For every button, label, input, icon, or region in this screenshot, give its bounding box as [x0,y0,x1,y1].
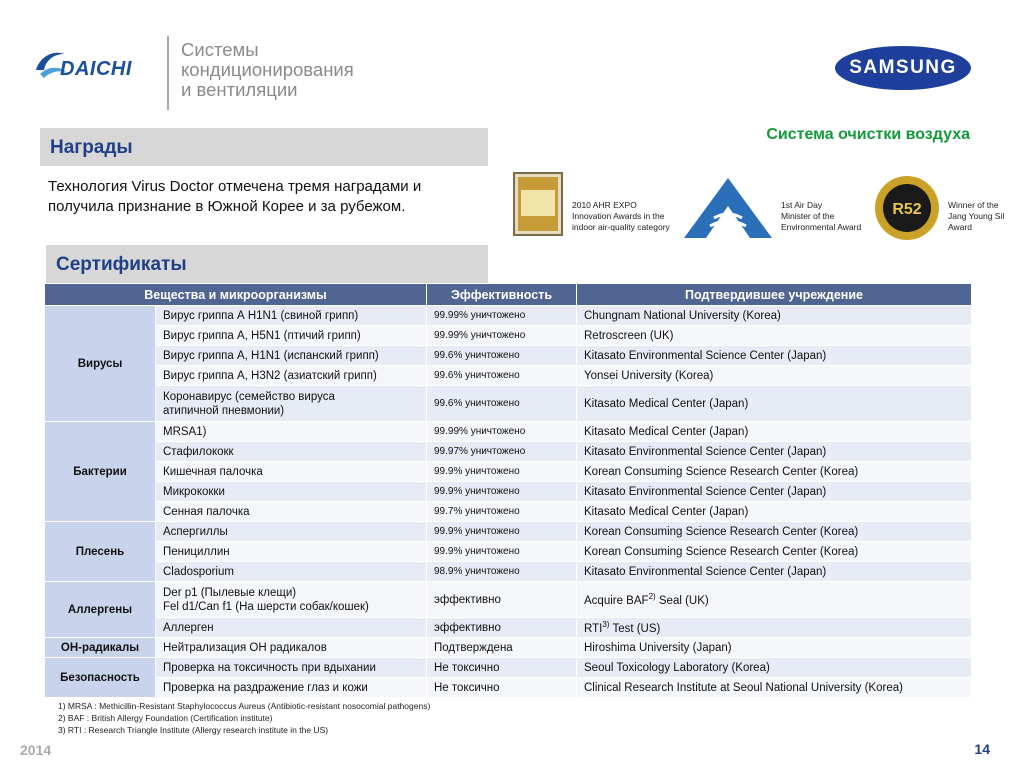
institution-cell [577,562,972,582]
table-row [45,502,972,522]
institution-text: Seoul Toxicology Laboratory (Korea) [584,661,770,674]
table-row [45,462,972,482]
header-divider [167,36,169,110]
award-air-day-text [781,200,861,233]
table-row [45,482,972,502]
substance-cell [156,638,427,658]
certificates-table [44,283,972,698]
certs-title: Сертификаты [56,254,187,275]
samsung-logo-text: SAMSUNG [849,57,957,78]
award-line: Award [948,222,972,232]
awards-title-bar [40,128,488,166]
institution-text: Kitasato Environmental Science Center (Japan) [584,445,827,458]
tagline-line: и вентиляции [181,79,298,100]
substance-line: Коронавирус (семейство вируса [163,390,335,403]
substance-line: Вирус гриппа А, H3N2 (азиатский грипп) [163,369,377,382]
institution-cell [577,386,972,422]
institution-cell [577,502,972,522]
institution-text-suffix: Seal (UK) [655,594,709,607]
institution-text: Korean Consuming Science Research Center (Korea) [584,525,859,538]
daichi-logo [30,44,155,94]
substance-cell [156,618,427,638]
substance-cell [156,522,427,542]
substance-cell [156,582,427,618]
substance-line: Вирус гриппа А, H1N1 (испанский грипп) [163,349,379,362]
efficiency-cell: Не токсично [427,658,577,678]
efficiency-cell: 99.97% уничтожено [427,442,577,462]
institution-cell [577,306,972,326]
page-number: 14 [974,741,990,757]
efficiency-cell: Не токсично [427,678,577,698]
column-header: Эффективность [427,284,577,306]
footnote-marker: 2) [648,592,656,602]
institution-text: Chungnam National University (Korea) [584,309,781,322]
substance-line: Пенициллин [163,545,230,558]
substance-line: Сенная палочка [163,505,250,518]
institution-cell [577,638,972,658]
award-line: Jang Young Sil [948,211,1005,221]
table-row [45,326,972,346]
category-cell: Вирусы [45,306,156,422]
institution-text: Kitasato Environmental Science Center (Japan) [584,565,827,578]
award-ahr-text [572,200,670,233]
institution-text: Kitasato Medical Center (Japan) [584,505,749,518]
efficiency-cell: 99.6% уничтожено [427,366,577,386]
efficiency-cell: 99.9% уничтожено [427,462,577,482]
substance-line: Вирус гриппа А H1N1 (свиной грипп) [163,309,359,322]
ir52-award-icon [872,174,942,242]
table-header-row [45,284,972,306]
substance-cell [156,502,427,522]
substance-cell [156,386,427,422]
institution-text: Acquire BAF [584,594,649,607]
efficiency-cell: 99.9% уничтожено [427,482,577,502]
institution-cell [577,442,972,462]
footnote: 2) BAF : British Allergy Foundation (Certification institute) [58,713,273,723]
substance-line: Кишечная палочка [163,465,263,478]
substance-cell [156,562,427,582]
institution-text-suffix: Test (US) [609,622,661,635]
institution-text: Retroscreen (UK) [584,329,674,342]
substance-cell [156,482,427,502]
institution-text: Clinical Research Institute at Seoul National University (Korea) [584,681,903,694]
award-line: Innovation Awards in the [572,211,665,221]
table-row [45,422,972,442]
table-row [45,346,972,366]
substance-cell [156,442,427,462]
institution-text: Hiroshima University (Japan) [584,641,732,654]
substance-cell [156,346,427,366]
substance-line: Fel d1/Can f1 (На шерсти собак/кошек) [163,600,369,613]
substance-line: Вирус гриппа А, H5N1 (птичий грипп) [163,329,361,342]
institution-cell [577,658,972,678]
air-day-award-icon [680,176,776,240]
award-line: indoor air-quality category [572,222,670,232]
table-row [45,582,972,618]
substance-line: MRSA1) [163,425,207,438]
footer-year: 2014 [20,742,52,758]
substance-cell [156,462,427,482]
institution-cell [577,678,972,698]
certs-title-bar [46,245,488,283]
efficiency-cell: 99.99% уничтожено [427,326,577,346]
svg-text:R52: R52 [892,201,922,218]
substance-line: Проверка на токсичность при вдыхании [163,661,376,674]
institution-text: Korean Consuming Science Research Center (Korea) [584,545,859,558]
substance-line: Проверка на раздражение глаз и кожи [163,681,368,694]
efficiency-cell: 99.9% уничтожено [427,542,577,562]
substance-line: Нейтрализация ОН радикалов [163,641,327,654]
efficiency-cell: 98.9% уничтожено [427,562,577,582]
substance-line: Микрококки [163,485,225,498]
institution-cell [577,582,972,618]
award-line: 1st Air Day [781,200,823,210]
substance-cell [156,678,427,698]
institution-cell [577,462,972,482]
header-tagline [181,40,354,100]
efficiency-cell: Подтверждена [427,638,577,658]
substance-cell [156,326,427,346]
daichi-logo-text: DAICHI [60,58,132,80]
column-header: Вещества и микроорганизмы [45,284,427,306]
table-row [45,658,972,678]
efficiency-cell: 99.6% уничтожено [427,346,577,366]
institution-text: Korean Consuming Science Research Center (Korea) [584,465,859,478]
table-row [45,306,972,326]
efficiency-cell: 99.7% уничтожено [427,502,577,522]
efficiency-cell: 99.9% уничтожено [427,522,577,542]
institution-text: Kitasato Medical Center (Japan) [584,397,749,410]
institution-cell [577,366,972,386]
samsung-logo [833,44,973,92]
efficiency-cell: эффективно [427,618,577,638]
table-row [45,542,972,562]
category-cell: Аллергены [45,582,156,638]
efficiency-cell: 99.99% уничтожено [427,306,577,326]
substance-line: Аспергиллы [163,525,228,538]
award-line: Environmental Award [781,222,862,232]
institution-cell [577,542,972,562]
substance-line: Стафилококк [163,445,234,458]
table-row [45,638,972,658]
tagline-line: кондиционирования [181,59,354,80]
substance-line: Cladosporium [163,565,234,578]
category-cell: Бактерии [45,422,156,522]
column-header: Подтвердившее учреждение [577,284,972,306]
efficiency-cell: эффективно [427,582,577,618]
substance-line: Der p1 (Пылевые клещи) [163,586,297,599]
institution-text: Kitasato Environmental Science Center (Japan) [584,349,827,362]
substance-cell [156,658,427,678]
table-row [45,678,972,698]
institution-cell [577,346,972,366]
award-line: 2010 AHR EXPO [572,200,637,210]
tagline-line: Системы [181,39,259,60]
category-cell: Плесень [45,522,156,582]
footnote: 3) RTI : Research Triangle Institute (Allergy research institute in the US) [58,725,329,735]
institution-cell [577,326,972,346]
table-row [45,386,972,422]
table-row [45,562,972,582]
table-row [45,366,972,386]
category-cell: ОН-радикалы [45,638,156,658]
institution-cell [577,618,972,638]
substance-cell [156,422,427,442]
awards-description: Технология Virus Doctor отмечена тремя наградами и получила признание в Южной Корее и за рубежом. [48,178,422,215]
table-row [45,618,972,638]
category-cell: Безопасность [45,658,156,698]
footnote: 1) MRSA : Methicillin-Resistant Staphylococcus Aureus (Antibiotic-resistant nosocomial pathogens) [58,701,431,711]
footnote-marker: 3) [602,620,610,630]
award-line: Winner of the [948,200,999,210]
substance-cell [156,542,427,562]
footnotes [58,700,430,736]
institution-text: RTI [584,622,603,635]
substance-line: Аллерген [163,621,214,634]
table-row [45,442,972,462]
award-line: Minister of the [781,211,835,221]
institution-text: Kitasato Medical Center (Japan) [584,425,749,438]
award-jang-young-sil-text [948,200,1004,233]
efficiency-cell: 99.99% уничтожено [427,422,577,442]
institution-cell [577,422,972,442]
table-body [45,306,972,698]
efficiency-cell: 99.6% уничтожено [427,386,577,422]
awards-title: Награды [50,137,133,158]
table-row [45,522,972,542]
substance-cell [156,366,427,386]
substance-cell [156,306,427,326]
substance-line: атипичной пневмонии) [163,404,285,417]
institution-text: Yonsei University (Korea) [584,369,714,382]
institution-cell [577,482,972,502]
institution-text: Kitasato Environmental Science Center (Japan) [584,485,827,498]
ahr-award-badge [513,172,563,236]
air-purification-title: Система очистки воздуха [766,126,970,143]
institution-cell [577,522,972,542]
